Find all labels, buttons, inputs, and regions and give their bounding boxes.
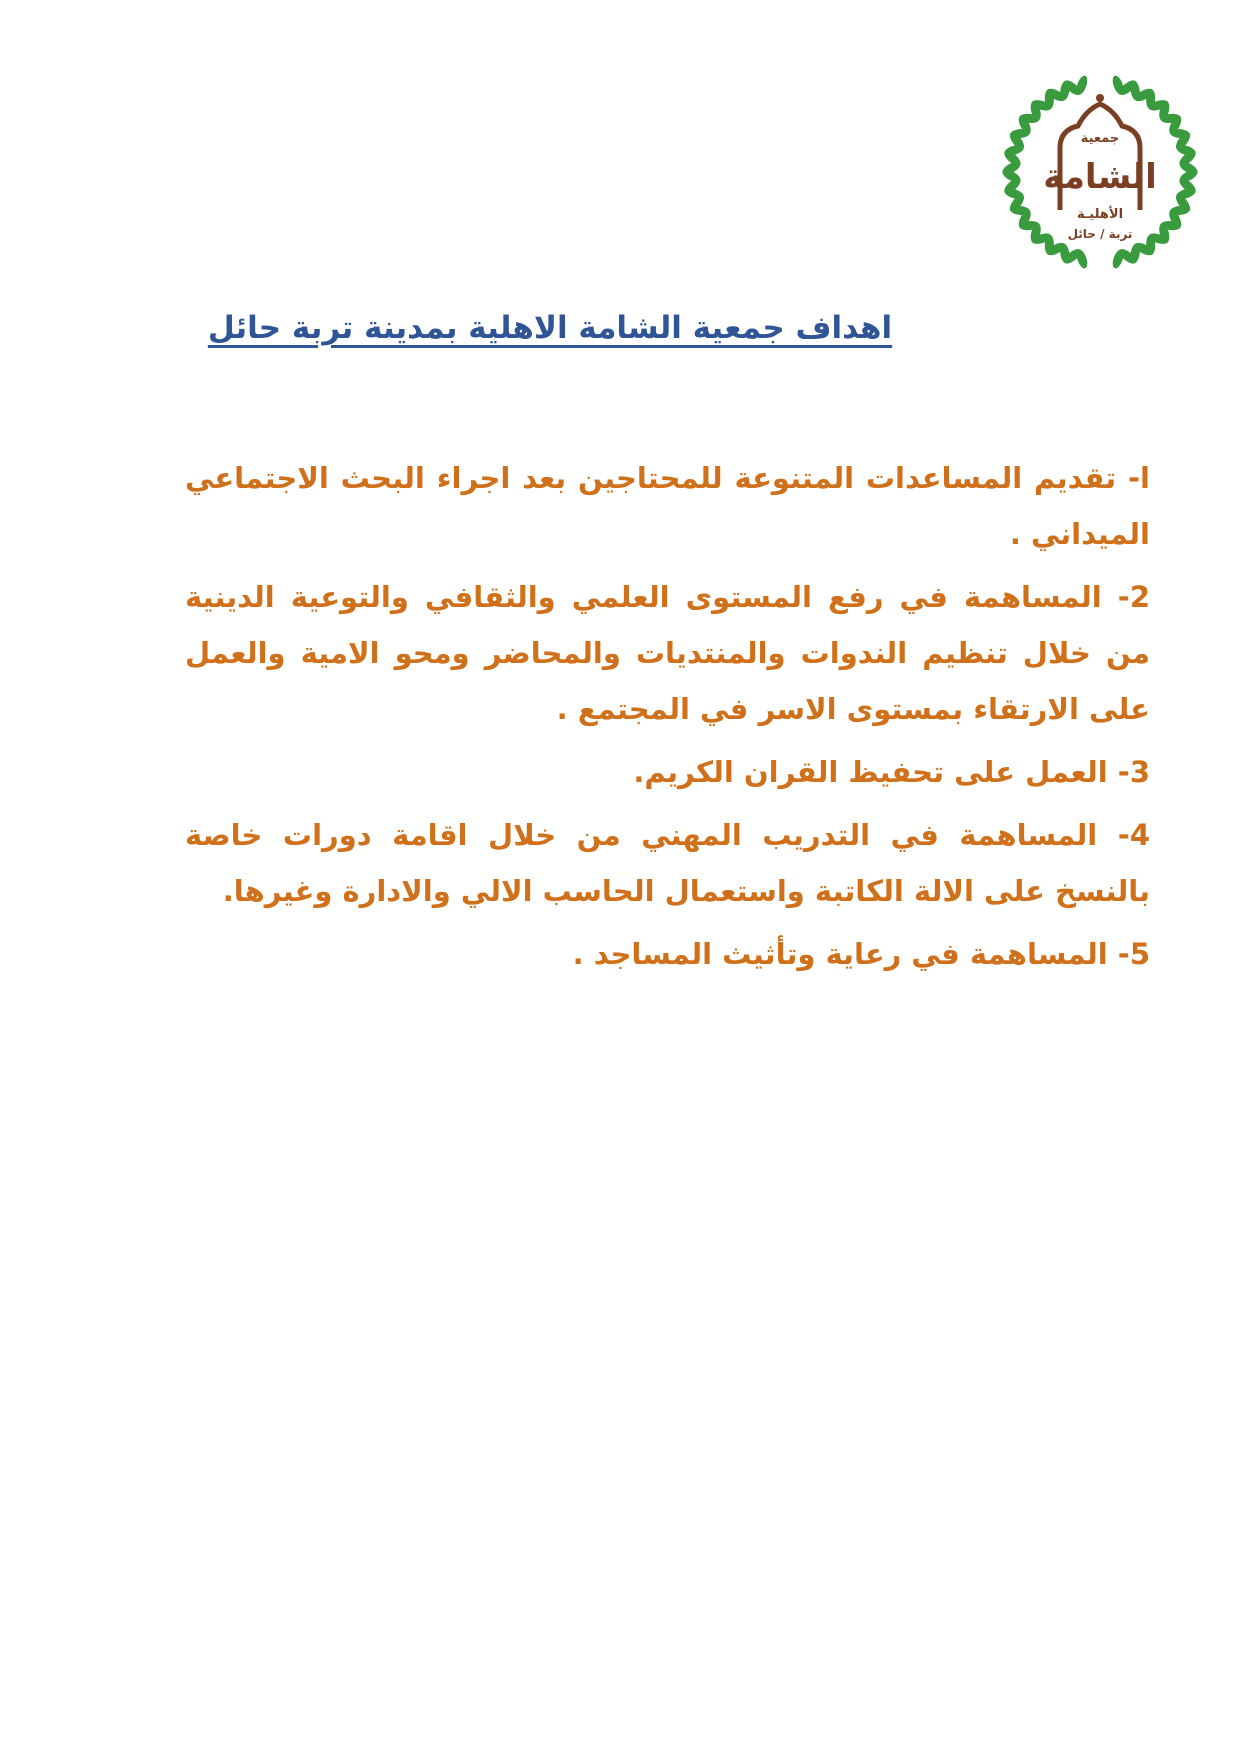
goals-list	[185, 450, 1150, 989]
goal-item-5: 5- المساهمة في رعاية وتأثيث المساجد .	[572, 937, 1150, 971]
association-logo	[990, 60, 1210, 280]
logo-text-city: تربة / حائل	[1067, 227, 1133, 241]
laurel-wreath-emblem	[990, 60, 1210, 280]
goal-item-3: 3- العمل على تحفيظ القران الكريم.	[633, 755, 1150, 789]
goal-item-2: 2- المساهمة في رفع المستوى العلمي والثقافي والتوعية الدينية من خلال تنظيم الندوات والمنتديات والمحاضر ومحو الامية والعمل على الارتقاء بمستوى الاسر في المجتمع .	[185, 580, 1150, 726]
logo-text-sub: الأهليـة	[1076, 207, 1124, 222]
page-title: اهداف جمعية الشامة الاهلية بمدينة تربة حائل	[207, 310, 893, 346]
goal-item-4: 4- المساهمة في التدريب المهني من خلال اقامة دورات خاصة بالنسخ على الالة الكاتبة واستعمال الحاسب الالي والادارة وغيرها.	[185, 818, 1150, 908]
dome-finial	[1096, 94, 1104, 102]
goal-item-1: ا- تقديم المساعدات المتنوعة للمحتاجين بعد اجراء البحث الاجتماعي الميداني .	[185, 461, 1150, 551]
logo-text-top: جمعية	[1080, 131, 1120, 146]
logo-text-main: الشامة	[1043, 157, 1157, 197]
